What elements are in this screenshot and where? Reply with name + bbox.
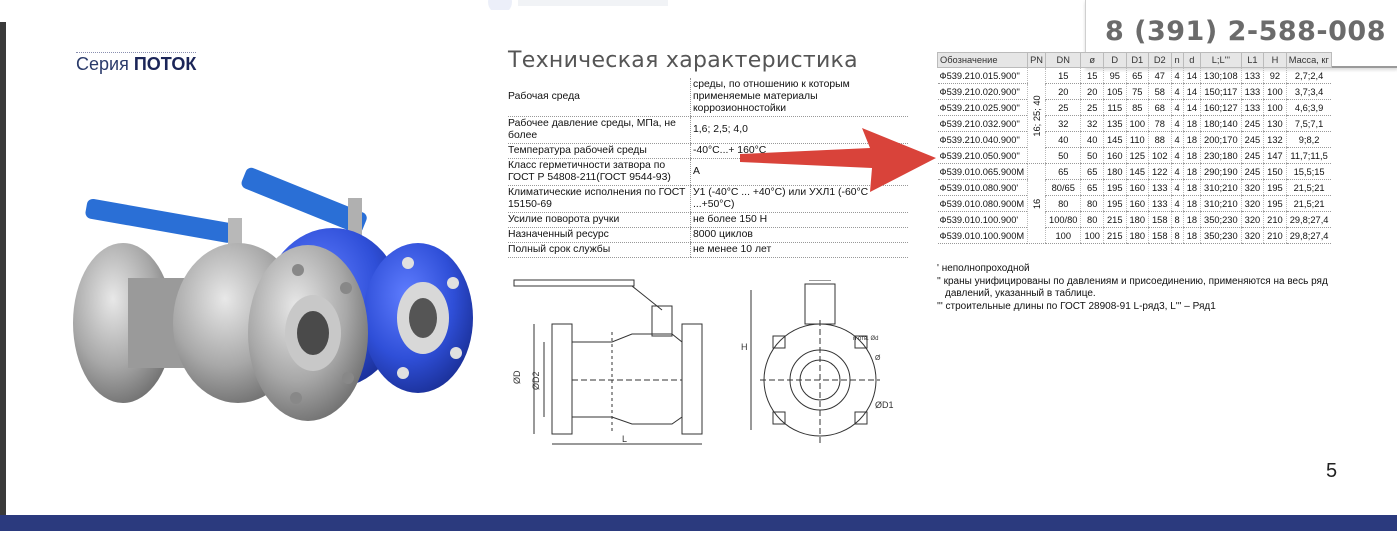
- table-cell: 102: [1149, 148, 1172, 164]
- table-cell: 18: [1183, 180, 1200, 196]
- table-cell: 320: [1241, 228, 1264, 244]
- table-row: [938, 180, 1332, 196]
- table-cell: 14: [1183, 84, 1200, 100]
- spec-value: не более 150 Н: [691, 213, 909, 228]
- table-cell: 100: [1126, 116, 1149, 132]
- table-cell: 40: [1081, 132, 1104, 148]
- table-cell: 65: [1081, 164, 1104, 180]
- page-number: 5: [1326, 460, 1338, 482]
- label-h: H: [741, 342, 748, 352]
- table-cell: 18: [1183, 148, 1200, 164]
- spec-label: Климатические исполнения по ГОСТ 15150-69: [508, 186, 691, 213]
- table-cell: 65: [1126, 68, 1149, 84]
- footer-band: [0, 515, 1397, 531]
- table-cell: 4: [1171, 100, 1183, 116]
- note-line: ''' строительные длины по ГОСТ 28908-91 L-ряд3, L''' – Ряд1: [937, 300, 1216, 312]
- note-line: '' краны унифицированы по давлениям и присоединению, применяются на весь ряд: [937, 275, 1328, 287]
- table-cell: 180: [1126, 212, 1149, 228]
- table-cell: 32: [1081, 116, 1104, 132]
- table-row: [938, 68, 1332, 84]
- flange-front-drawing: [735, 280, 910, 455]
- cell-pn: [1028, 164, 1046, 244]
- table-row: [938, 228, 1332, 244]
- table-cell: 158: [1149, 212, 1172, 228]
- spec-label: Назначенный ресурс: [508, 228, 691, 243]
- table-cell: 85: [1126, 100, 1149, 116]
- table-cell: 78: [1149, 116, 1172, 132]
- series-title: [76, 52, 196, 75]
- table-cell: 65: [1081, 180, 1104, 196]
- table-cell: 18: [1183, 196, 1200, 212]
- table-row: [938, 148, 1332, 164]
- cell-pn: [1028, 68, 1046, 164]
- table-cell: 115: [1103, 100, 1126, 116]
- table-cell: 320: [1241, 196, 1264, 212]
- spec-value: 8000 циклов: [691, 228, 909, 243]
- table-cell: 132: [1264, 132, 1287, 148]
- spec-value: А: [691, 159, 909, 186]
- column-header: Обозначение: [938, 53, 1028, 68]
- table-cell: 320: [1241, 180, 1264, 196]
- spec-row: [508, 228, 908, 243]
- table-cell: 145: [1103, 132, 1126, 148]
- table-cell: 210: [1264, 212, 1287, 228]
- table-cell: 58: [1149, 84, 1172, 100]
- spec-value: не менее 10 лет: [691, 243, 909, 258]
- spec-value: -40°С...+ 160°С: [691, 144, 909, 159]
- table-cell: 47: [1149, 68, 1172, 84]
- table-cell: 180: [1126, 228, 1149, 244]
- cell-designation: Ф539.210.040.900'': [938, 132, 1028, 148]
- product-photo: [68, 158, 478, 448]
- table-cell: 310;210: [1201, 180, 1242, 196]
- table-cell: 160: [1126, 196, 1149, 212]
- table-cell: 122: [1149, 164, 1172, 180]
- table-cell: 4: [1171, 196, 1183, 212]
- cell-designation: Ф539.210.050.900'': [938, 148, 1028, 164]
- column-header: ø: [1081, 53, 1104, 68]
- spec-value: среды, по отношению к которым применяемые материалы коррозионностойки: [691, 78, 909, 117]
- table-cell: 4: [1171, 180, 1183, 196]
- cell-designation: Ф539.010.080.900': [938, 180, 1028, 196]
- spec-row: [508, 243, 908, 258]
- cell-designation: Ф539.010.100.900М: [938, 228, 1028, 244]
- table-cell: 245: [1241, 116, 1264, 132]
- table-cell: 310;210: [1201, 196, 1242, 212]
- table-cell: 160: [1126, 180, 1149, 196]
- table-cell: 133: [1241, 84, 1264, 100]
- table-cell: 25: [1081, 100, 1104, 116]
- table-cell: 18: [1183, 132, 1200, 148]
- table-cell: 75: [1126, 84, 1149, 100]
- left-accent-bar: [0, 22, 6, 527]
- table-cell: 133: [1241, 68, 1264, 84]
- column-header: L1: [1241, 53, 1264, 68]
- spec-row: [508, 78, 908, 117]
- table-cell: 15: [1046, 68, 1081, 84]
- table-cell: 29,8;27,4: [1286, 212, 1331, 228]
- table-row: [938, 164, 1332, 180]
- table-cell: 8: [1171, 212, 1183, 228]
- table-cell: 110: [1126, 132, 1149, 148]
- table-row: [938, 100, 1332, 116]
- spec-value: 1,6; 2,5; 4,0: [691, 117, 909, 144]
- table-cell: 125: [1126, 148, 1149, 164]
- table-cell: 20: [1046, 84, 1081, 100]
- table-cell: 320: [1241, 212, 1264, 228]
- note-line: давлений, указанный в таблице.: [945, 288, 1096, 299]
- table-cell: 2,7;2,4: [1286, 68, 1331, 84]
- spec-value: У1 (-40°С ... +40°С) или УХЛ1 (-60°С ...+50°С): [691, 186, 909, 213]
- table-cell: 133: [1241, 100, 1264, 116]
- table-cell: 68: [1149, 100, 1172, 116]
- table-cell: 160: [1103, 148, 1126, 164]
- table-cell: 14: [1183, 100, 1200, 116]
- spec-label: Рабочая среда: [508, 78, 691, 117]
- table-cell: 4,6;3,9: [1286, 100, 1331, 116]
- table-cell: 180;140: [1201, 116, 1242, 132]
- table-cell: 195: [1264, 196, 1287, 212]
- table-row: [938, 116, 1332, 132]
- table-cell: 4: [1171, 148, 1183, 164]
- column-header: D: [1103, 53, 1126, 68]
- table-cell: 21,5;21: [1286, 180, 1331, 196]
- cell-designation: Ф539.010.080.900М: [938, 196, 1028, 212]
- label-n-holes: n отв. Ød: [853, 336, 879, 342]
- column-header: DN: [1046, 53, 1081, 68]
- logo-watermark-icon: [488, 0, 678, 10]
- table-cell: 133: [1149, 196, 1172, 212]
- table-cell: 195: [1264, 180, 1287, 196]
- table-cell: 215: [1103, 212, 1126, 228]
- table-cell: 11,7;11,5: [1286, 148, 1331, 164]
- pn-label: 16; 25; 40: [1031, 94, 1042, 137]
- table-cell: 210: [1264, 228, 1287, 244]
- label-d1: ØD1: [875, 400, 894, 410]
- table-cell: 40: [1046, 132, 1081, 148]
- table-cell: 100: [1046, 228, 1081, 244]
- table-row: [938, 84, 1332, 100]
- table-cell: 32: [1046, 116, 1081, 132]
- table-cell: 80: [1081, 196, 1104, 212]
- series-prefix: Серия: [76, 54, 129, 74]
- table-cell: 80/65: [1046, 180, 1081, 196]
- label-l: L: [622, 434, 628, 444]
- column-header: H: [1264, 53, 1287, 68]
- table-cell: 25: [1046, 100, 1081, 116]
- table-cell: 3,7;3,4: [1286, 84, 1331, 100]
- label-phi: Ø: [875, 355, 881, 362]
- table-cell: 80: [1081, 212, 1104, 228]
- table-cell: 150: [1264, 164, 1287, 180]
- table-cell: 245: [1241, 164, 1264, 180]
- table-cell: 100/80: [1046, 212, 1081, 228]
- table-cell: 180: [1103, 164, 1126, 180]
- table-cell: 15: [1081, 68, 1104, 84]
- table-cell: 100: [1264, 84, 1287, 100]
- table-cell: 18: [1183, 228, 1200, 244]
- spec-label: Температура рабочей среды: [508, 144, 691, 159]
- table-cell: 18: [1183, 212, 1200, 228]
- pn-label: 16: [1031, 198, 1042, 209]
- table-cell: 8: [1171, 228, 1183, 244]
- table-cell: 4: [1171, 164, 1183, 180]
- table-cell: 200;170: [1201, 132, 1242, 148]
- table-cell: 7,5;7,1: [1286, 116, 1331, 132]
- table-cell: 18: [1183, 164, 1200, 180]
- table-cell: 195: [1103, 196, 1126, 212]
- cell-designation: Ф539.010.065.900М: [938, 164, 1028, 180]
- table-cell: 21,5;21: [1286, 196, 1331, 212]
- table-row: [938, 132, 1332, 148]
- table-cell: 133: [1149, 180, 1172, 196]
- table-cell: 20: [1081, 84, 1104, 100]
- dimensions-table: [937, 52, 1332, 244]
- column-header: d: [1183, 53, 1200, 68]
- spec-row: [508, 213, 908, 228]
- spec-label: Рабочее давление среды, МПа, не более: [508, 117, 691, 144]
- table-cell: 215: [1103, 228, 1126, 244]
- table-cell: 4: [1171, 84, 1183, 100]
- table-cell: 230;180: [1201, 148, 1242, 164]
- table-cell: 100: [1264, 100, 1287, 116]
- arrow-right-icon: [740, 128, 936, 192]
- spec-label: Полный срок службы: [508, 243, 691, 258]
- table-cell: 4: [1171, 116, 1183, 132]
- table-cell: 9;8,2: [1286, 132, 1331, 148]
- cell-designation: Ф539.010.100.900': [938, 212, 1028, 228]
- cell-designation: Ф539.210.020.900'': [938, 84, 1028, 100]
- table-cell: 14: [1183, 68, 1200, 84]
- table-cell: 245: [1241, 132, 1264, 148]
- table-cell: 105: [1103, 84, 1126, 100]
- table-cell: 80: [1046, 196, 1081, 212]
- table-cell: 135: [1103, 116, 1126, 132]
- table-cell: 245: [1241, 148, 1264, 164]
- table-cell: 50: [1081, 148, 1104, 164]
- spec-label: Усилие поворота ручки: [508, 213, 691, 228]
- table-cell: 130;108: [1201, 68, 1242, 84]
- table-row: [938, 196, 1332, 212]
- cell-designation: Ф539.210.025.900'': [938, 100, 1028, 116]
- table-cell: 4: [1171, 68, 1183, 84]
- table-cell: 88: [1149, 132, 1172, 148]
- note-line: ' неполнопроходной: [937, 263, 1030, 274]
- table-cell: 195: [1103, 180, 1126, 196]
- table-cell: 145: [1126, 164, 1149, 180]
- table-cell: 158: [1149, 228, 1172, 244]
- label-d2: ØD2: [531, 371, 541, 390]
- label-d: ØD: [512, 370, 522, 384]
- table-cell: 50: [1046, 148, 1081, 164]
- table-cell: 65: [1046, 164, 1081, 180]
- column-header: PN: [1028, 53, 1046, 68]
- table-notes: [937, 263, 1328, 313]
- section-title: Техническая характеристика: [508, 48, 858, 73]
- table-cell: 4: [1171, 132, 1183, 148]
- table-cell: 147: [1264, 148, 1287, 164]
- table-cell: 290;190: [1201, 164, 1242, 180]
- spec-label: Класс герметичности затвора по ГОСТ Р 54808-211(ГОСТ 9544-93): [508, 159, 691, 186]
- cell-designation: Ф539.210.015.900'': [938, 68, 1028, 84]
- table-cell: 160;127: [1201, 100, 1242, 116]
- table-cell: 350;230: [1201, 212, 1242, 228]
- table-cell: 29,8;27,4: [1286, 228, 1331, 244]
- table-cell: 15,5;15: [1286, 164, 1331, 180]
- column-header: D1: [1126, 53, 1149, 68]
- table-cell: 350;230: [1201, 228, 1242, 244]
- column-header: Масса, кг: [1286, 53, 1331, 68]
- table-cell: 130: [1264, 116, 1287, 132]
- table-cell: 95: [1103, 68, 1126, 84]
- cell-designation: Ф539.210.032.900'': [938, 116, 1028, 132]
- column-header: n: [1171, 53, 1183, 68]
- series-name: ПОТОК: [133, 54, 197, 74]
- phone-number[interactable]: 8 (391) 2-588-008: [1104, 16, 1386, 47]
- table-cell: 92: [1264, 68, 1287, 84]
- side-section-drawing: [512, 272, 712, 452]
- table-cell: 18: [1183, 116, 1200, 132]
- table-cell: 100: [1081, 228, 1104, 244]
- column-header: D2: [1149, 53, 1172, 68]
- table-row: [938, 212, 1332, 228]
- column-header: L;L''': [1201, 53, 1242, 68]
- table-cell: 150;117: [1201, 84, 1242, 100]
